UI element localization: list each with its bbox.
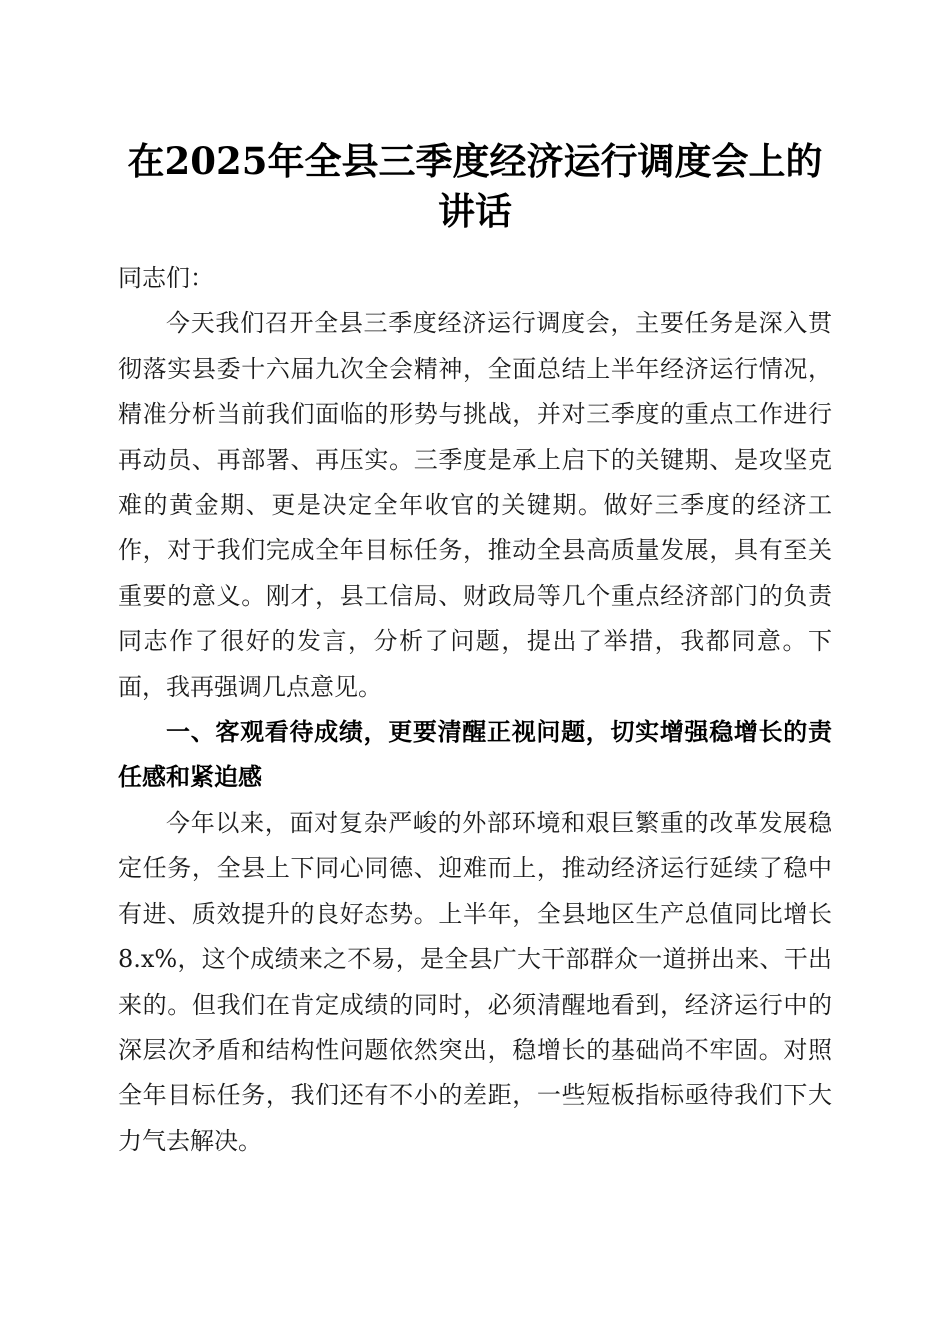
section-paragraph: 今年以来，面对复杂严峻的外部环境和艰巨繁重的改革发展稳定任务，全县上下同心同德、迎难而上，推动经济运行延续了稳中有进、质效提升的良好态势。上半年，全县地区生产总值同比增长8.x%，这个成绩来之不易，是全县广大干部群众一道拼出来、干出来的。但我们在肯定成绩的同时，必须清醒地看到，经济运行中的深层次矛盾和结构性问题依然突出，稳增长的基础尚不牢固。对照全年目标任务，我们还有不小的差距，一些短板指标亟待我们下大力气去解决。 bbox=[118, 808, 832, 1155]
section-heading: 一、客观看待成绩，更要清醒正视问题，切实增强稳增长的责任感和紧迫感 bbox=[118, 718, 832, 792]
document-body bbox=[118, 256, 832, 1164]
intro-paragraph: 今天我们召开全县三季度经济运行调度会，主要任务是深入贯彻落实县委十六届九次全会精神，全面总结上半年经济运行情况，精准分析当前我们面临的形势与挑战，并对三季度的重点工作进行再动员、再部署、再压实。三季度是承上启下的关键期、是攻坚克难的黄金期、更是决定全年收官的关键期。做好三季度的经济工作，对于我们完成全年目标任务，推动全县高质量发展，具有至关重要的意义。刚才，县工信局、财政局等几个重点经济部门的负责同志作了很好的发言，分析了问题，提出了举措，我都同意。下面，我再强调几点意见。 bbox=[118, 309, 832, 701]
document-title: 在2025年全县三季度经济运行调度会上的讲话 bbox=[127, 139, 823, 233]
greeting: 同志们： bbox=[118, 264, 214, 292]
